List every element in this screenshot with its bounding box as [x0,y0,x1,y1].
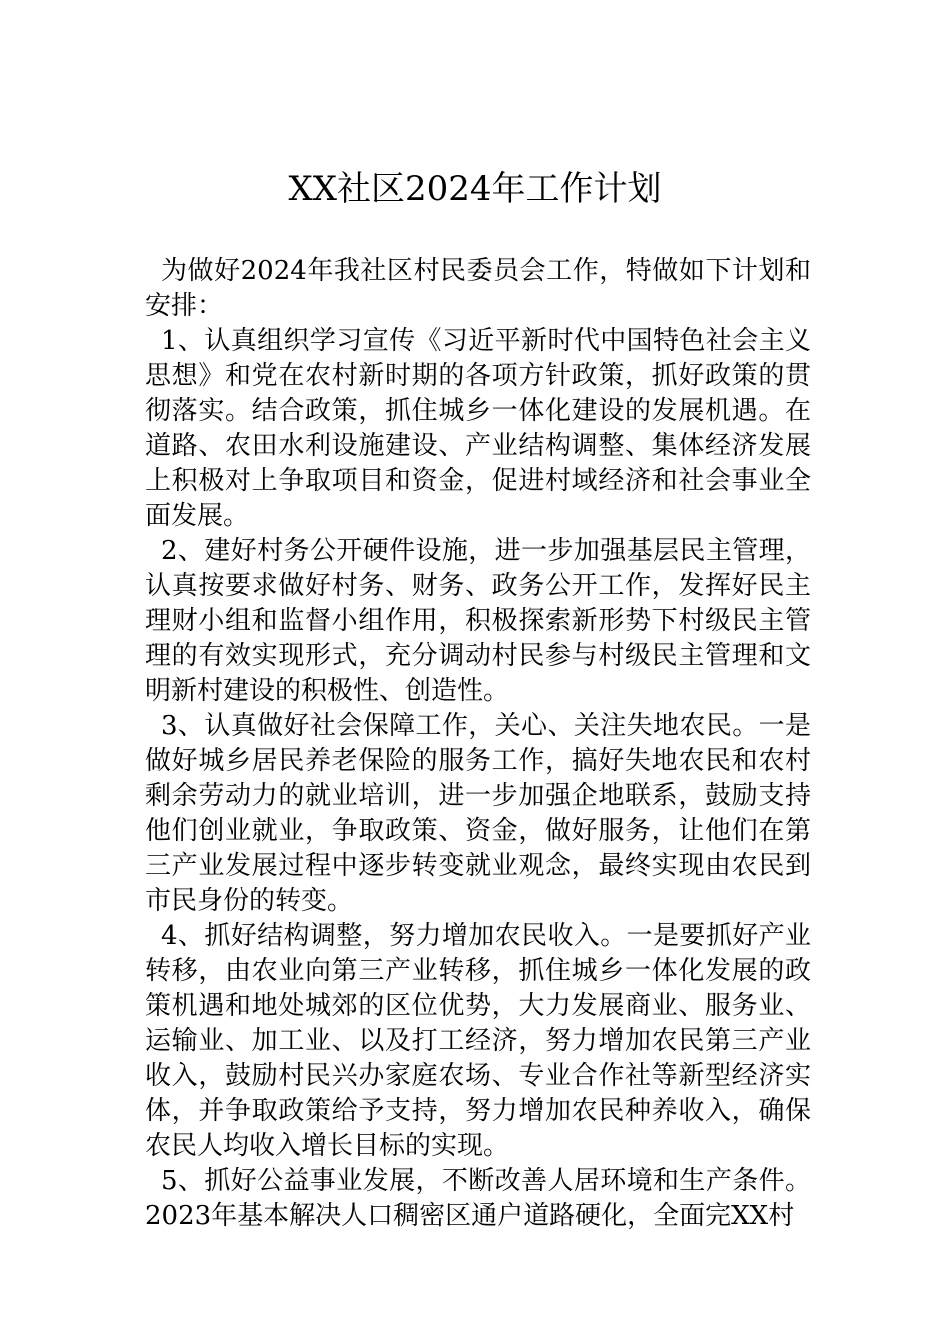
item-paragraph-5: 5、抓好公益事业发展，不断改善人居环境和生产条件。2023年基本解决人口稠密区通户道路硬化，全面完XX村 [145,1166,811,1231]
item-paragraph-1: 1、认真组织学习宣传《习近平新时代中国特色社会主义思想》和党在农村新时期的各项方针政策，抓好政策的贯彻落实。结合政策，抓住城乡一体化建设的发展机遇。在道路、农田水利设施建设、产业结构调整、集体经济发展上积极对上争取项目和资金，促进村域经济和社会事业全面发展。 [145,326,811,531]
item-paragraph-4: 4、抓好结构调整，努力增加农民收入。一是要抓好产业转移，由农业向第三产业转移，抓住城乡一体化发展的政策机遇和地处城郊的区位优势，大力发展商业、服务业、运输业、加工业、以及打工经济，努力增加农民第三产业收入，鼓励村民兴办家庭农场、专业合作社等新型经济实体，并争取政策给予支持，努力增加农民种养收入，确保农民人均收入增长目标的实现。 [145,921,811,1161]
document-title: XX社区2024年工作计划 [288,169,662,209]
item-paragraph-3: 3、认真做好社会保障工作，关心、关注失地农民。一是做好城乡居民养老保险的服务工作，搞好失地农民和农村剩余劳动力的就业培训，进一步加强企地联系，鼓励支持他们创业就业，争取政策、资金，做好服务，让他们在第三产业发展过程中逐步转变就业观念，最终实现由农民到市民身份的转变。 [145,711,811,916]
document-body [145,254,811,1234]
item-paragraph-2: 2、建好村务公开硬件设施，进一步加强基层民主管理，认真按要求做好村务、财务、政务公开工作，发挥好民主理财小组和监督小组作用，积极探索新形势下村级民主管理的有效实现形式，充分调动村民参与村级民主管理和文明新村建设的积极性、创造性。 [145,536,811,706]
intro-paragraph: 为做好2024年我社区村民委员会工作，特做如下计划和安排： [145,256,811,321]
